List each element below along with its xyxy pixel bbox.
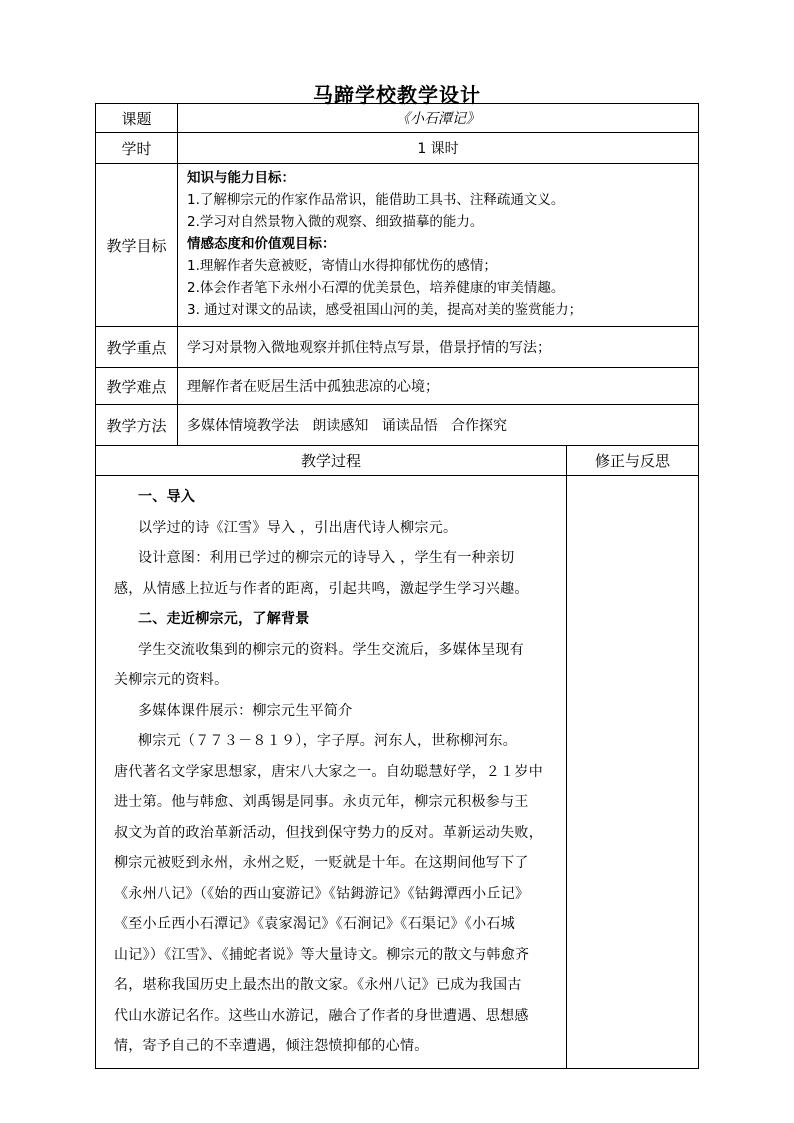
key-points-label: 教学重点 <box>96 327 178 368</box>
key-points-value: 学习对景物入微地观察并抓住特点写景，借景抒情的写法； <box>178 327 699 368</box>
goals-line: 1.理解作者失意被贬，寄情山水得抑郁忧伤的感情； <box>187 258 497 274</box>
goals-line: 3. 通过对课文的品读，感受祖国山河的美，提高对美的鉴赏能力； <box>187 302 583 318</box>
methods-label: 教学方法 <box>96 405 178 446</box>
hours-value: 1 课时 <box>178 133 699 164</box>
process-content <box>96 476 567 1069</box>
document-title: 马蹄学校教学设计 <box>313 83 481 107</box>
process-paragraph: 名，堪称我国历史上最杰出的散文家。《永州八记》已成为我国古 <box>114 977 522 993</box>
topic-value: 《小石潭记》 <box>178 104 699 133</box>
process-paragraph: 唐代著名文学家思想家，唐宋八大家之一。自幼聪慧好学，２１岁中 <box>114 763 543 780</box>
goals-line: 2.体会作者笔下永州小石潭的优美景色，培养健康的审美情趣。 <box>187 280 565 296</box>
goals-line: 知识与能力目标： <box>187 170 295 186</box>
process-paragraph: 设计意图：利用已学过的柳宗元的诗导入 ，学生有一种亲切 <box>138 550 515 566</box>
goals-label: 教学目标 <box>96 164 178 327</box>
topic-row <box>96 104 699 133</box>
process-paragraph: 柳宗元被贬到永州，永州之贬，一贬就是十年。在这期间他写下了 <box>114 855 529 871</box>
hours-row <box>96 133 699 164</box>
process-row <box>96 476 699 1069</box>
goals-line: 1.了解柳宗元的作家作品常识，能借助工具书、注释疏通文义。 <box>187 192 565 208</box>
process-lines <box>114 482 556 1062</box>
topic-label: 课题 <box>96 104 178 133</box>
process-paragraph: 《至小丘西小石潭记》《袁家渴记》《石涧记》《石渠记》《小石城 <box>114 916 515 932</box>
goals-row <box>96 164 699 327</box>
key-points-row <box>96 327 699 368</box>
process-paragraph: 柳宗元（７７３－８１９），字子厚。河东人，世称柳河东。 <box>138 733 518 749</box>
goals-content <box>178 164 699 327</box>
process-paragraph: 情，寄予自己的不幸遭遇，倾注怨愤抑郁的心情。 <box>114 1038 429 1054</box>
process-paragraph: 学生交流收集到的柳宗元的资料。学生交流后，多媒体呈现有 <box>138 641 525 658</box>
reflection-cell <box>567 476 699 1069</box>
difficulties-row <box>96 368 699 405</box>
process-paragraph: 感，从情感上拉近与作者的距离，引起共鸣，激起学生学习兴趣。 <box>114 580 529 597</box>
process-header: 教学过程 <box>96 446 567 476</box>
process-paragraph: 关柳宗元的资料。 <box>114 672 229 688</box>
goals-line: 2.学习对自然景物入微的观察、细致描摹的能力。 <box>187 214 484 230</box>
process-paragraph: 山记》）《江雪》、《捕蛇者说》等大量诗文。柳宗元的散文与韩愈齐 <box>114 946 530 963</box>
hours-label: 学时 <box>96 133 178 164</box>
process-paragraph: 代山水游记名作。这些山水游记，融合了作者的身世遭遇、思想感 <box>114 1007 529 1024</box>
lesson-plan-table <box>95 103 699 1069</box>
section-heading: 二、走近柳宗元，了解背景 <box>138 611 310 627</box>
process-header-row <box>96 446 699 476</box>
process-paragraph: 《永州八记》（《始的西山宴游记》《钴鉧游记》《钴鉧潭西小丘记》 <box>114 885 530 902</box>
process-paragraph: 以学过的诗《江雪》导入 ，引出唐代诗人柳宗元。 <box>138 519 458 536</box>
methods-row <box>96 405 699 446</box>
process-paragraph: 叔文为首的政治革新活动，但找到保守势力的反对。革新运动失败， <box>114 824 543 841</box>
difficulties-value: 理解作者在贬居生活中孤独悲凉的心境； <box>178 368 699 405</box>
reflection-header: 修正与反思 <box>567 446 699 476</box>
difficulties-label: 教学难点 <box>96 368 178 405</box>
process-paragraph: 进士第。他与韩愈、刘禹锡是同事。永贞元年，柳宗元积极参与王 <box>114 794 529 810</box>
goals-line: 情感态度和价值观目标： <box>187 236 336 252</box>
methods-value: 多媒体情境教学法 朗读感知 诵读品悟 合作探究 <box>178 405 699 446</box>
section-heading: 一、导入 <box>138 489 196 505</box>
process-paragraph: 多媒体课件展示：柳宗元生平简介 <box>138 702 353 719</box>
